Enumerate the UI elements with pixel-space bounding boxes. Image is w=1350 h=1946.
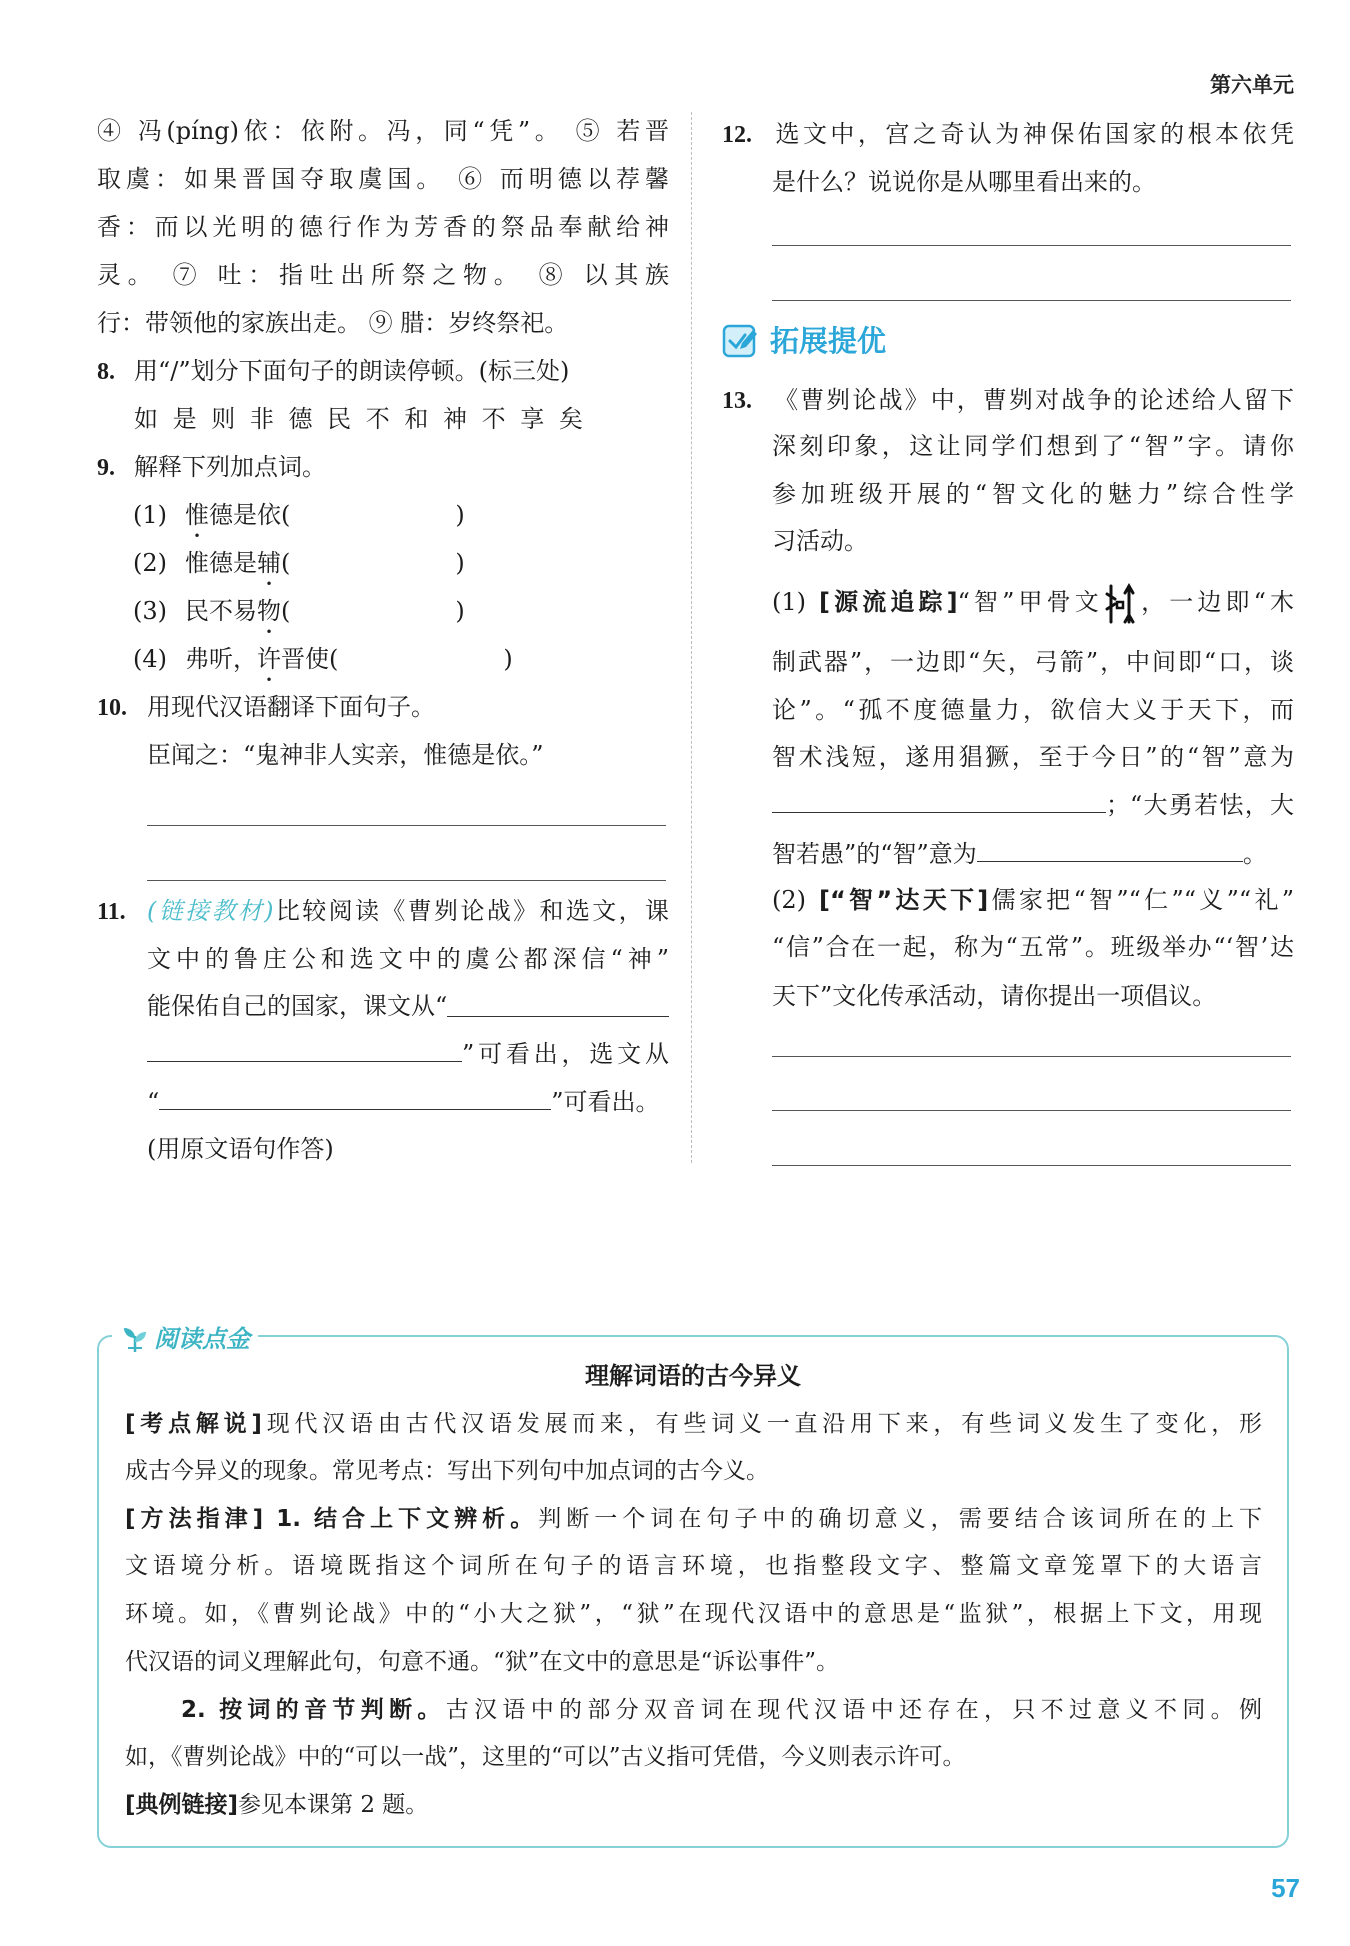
question-text: 是什么？说说你是从哪里看出来的。	[772, 168, 1156, 196]
word-item	[133, 587, 669, 635]
item-label: (1)	[772, 588, 806, 616]
dotted-word: 辅	[257, 549, 281, 577]
question-number: 10.	[97, 695, 127, 721]
item-label: (3)	[133, 597, 167, 625]
question-text: ”可看出，选文从	[462, 1040, 669, 1068]
tip-text: 文语境分析。语境既指这个词所在句子的语言环境，也指整段文字、整篇文章笼罩下的大语言	[125, 1553, 1262, 1579]
item-text: 德是依	[209, 501, 281, 529]
answer-paren-open: (	[329, 645, 339, 673]
question-11	[97, 887, 669, 935]
question-text: 天下”文化传承活动，请你提出一项倡议。	[772, 982, 1217, 1010]
question-9	[97, 443, 669, 491]
tip-text: 现代汉语由古代汉语发展而来，有些词义一直沿用下来，有些词义发生了变化，形	[261, 1411, 1263, 1437]
reading-tip-label-text: 阅读点金	[154, 1325, 250, 1353]
item-text: 民不易	[185, 597, 257, 625]
question-line	[147, 1030, 669, 1078]
answer-blank	[977, 860, 1243, 862]
answer-line	[772, 1110, 1291, 1111]
note-line: 取虞：如果晋国夺取虞国。 ⑥ 而明德以荐馨	[97, 165, 669, 193]
answer-blank	[447, 982, 669, 1017]
column-divider	[691, 112, 692, 1163]
tip-text: 古汉语中的部分双音词在现代汉语中还存在，只不过意义不同。例	[445, 1697, 1263, 1723]
page-number: 57	[1271, 1873, 1300, 1903]
section-title: 拓展提优	[770, 324, 887, 358]
question-text: 制武器”，一边即“矢，弓箭”，中间即“口，谈	[772, 648, 1294, 676]
note-line: 灵。 ⑦ 吐：指吐出所祭之物。 ⑧ 以其族	[97, 261, 669, 289]
answer-line	[772, 245, 1291, 246]
answer-paren-open: (	[281, 597, 291, 625]
question-12	[722, 110, 1294, 158]
question-text: 论”。“孤不度德量力，欲信大义于天下，而	[772, 696, 1294, 724]
question-8	[97, 347, 669, 395]
question-text: 。	[1242, 840, 1267, 868]
question-text: 智若愚”的“智”意为	[772, 840, 977, 868]
answer-paren-close: )	[503, 645, 513, 673]
tip-tag: [典例链接]	[125, 1792, 239, 1818]
word-item	[133, 491, 669, 539]
answer-blank	[159, 1108, 551, 1110]
word-item	[133, 635, 669, 683]
answer-paren-close: )	[455, 549, 465, 577]
answer-line	[772, 300, 1291, 301]
dotted-word: 许	[257, 645, 281, 673]
tip-tag: [方法指津]	[125, 1506, 264, 1532]
answer-paren-close: )	[455, 597, 465, 625]
note-line: ④ 冯(píng)依：依附。冯，同“凭”。 ⑤ 若晋	[97, 117, 669, 145]
tip-line	[181, 1688, 1262, 1732]
answer-paren-open: (	[281, 549, 291, 577]
tip-line	[125, 1783, 1262, 1827]
question-text: ”可看出。	[551, 1088, 660, 1116]
textbook-link-tag: (链接教材)	[147, 897, 274, 925]
answer-line	[772, 1165, 1291, 1166]
translation-quote: 臣闻之：“鬼神非人实亲，惟德是依。”	[147, 741, 544, 769]
note-line: 行：带领他的家族出走。 ⑨ 腊：岁终祭祀。	[97, 309, 569, 337]
question-text: 深刻印象，这让同学们想到了“智”字。请你	[772, 432, 1294, 460]
question-number: 9.	[97, 455, 115, 481]
answer-line	[772, 1056, 1291, 1057]
note-line: 香：而以光明的德行作为芳香的祭品奉献给神	[97, 213, 669, 241]
question-text: ；“大勇若怯，大	[1106, 791, 1294, 819]
tip-heading: 1. 结合上下文辨析。	[263, 1506, 539, 1532]
oracle-bone-zhi-icon	[1105, 582, 1135, 626]
unit-header: 第六单元	[1210, 73, 1294, 97]
tip-text: 参见本课第 2 题。	[238, 1792, 429, 1818]
tip-text: 环境。如，《曹刿论战》中的“小大之狱”，“狱”在现代汉语中的意思是“监狱”，根据上下文，用现	[125, 1601, 1262, 1627]
tip-line	[125, 1402, 1262, 1446]
answer-blank	[147, 1060, 462, 1062]
question-prompt: 用“/”划分下面句子的朗读停顿。(标三处)	[134, 357, 570, 385]
answer-paren-open: (	[281, 501, 291, 529]
question-line	[772, 781, 1294, 829]
item-label: (1)	[133, 501, 167, 529]
answer-note: (用原文语句作答)	[147, 1135, 334, 1163]
question-number: 11.	[97, 899, 126, 925]
question-text: “	[147, 1088, 160, 1116]
question-text: 儒家把“智”“仁”“义”“礼”	[988, 886, 1295, 914]
item-text: 晋使	[281, 645, 329, 673]
item-text: 惟德是	[185, 549, 257, 577]
tip-heading: 2. 按词的音节判断。	[181, 1697, 446, 1723]
tip-tag: [考点解说]	[125, 1411, 262, 1437]
tip-text: 判断一个词在句子中的确切意义，需要结合该词所在的上下	[538, 1506, 1263, 1532]
question-10	[97, 683, 669, 731]
answer-line	[147, 825, 666, 826]
section-header	[722, 320, 886, 362]
answer-paren-close: )	[455, 501, 465, 529]
question-number: 8.	[97, 359, 115, 385]
question-13	[722, 376, 1294, 424]
item-label: (2)	[772, 886, 806, 914]
word-item	[133, 539, 669, 587]
question-prompt: 解释下列加点词。	[134, 453, 326, 481]
question-text: 参加班级开展的“智文化的魅力”综合性学	[772, 480, 1294, 508]
tip-line	[125, 1497, 1262, 1541]
tip-text: 代汉语的词义理解此句，句意不通。“狱”在文中的意思是“诉讼事件”。	[125, 1649, 840, 1675]
tip-text: 如，《曹刿论战》中的“可以一战”，这里的“可以”古义指可凭借，今义则表示许可。	[125, 1744, 966, 1770]
question-text: 习活动。	[772, 527, 868, 555]
subquestion-tag: [“智”达天下]	[819, 886, 989, 914]
subquestion-tag: [源流追踪]	[819, 588, 958, 616]
dotted-word: 物	[257, 597, 281, 625]
answer-line	[147, 880, 666, 881]
tip-title: 理解词语的古今异义	[585, 1362, 801, 1390]
pencil-icon	[722, 322, 760, 360]
item-label: (4)	[133, 645, 167, 673]
sprout-icon	[120, 1324, 150, 1354]
pause-sentence: 如 是 则 非 德 民 不 和 神 不 享 矣	[134, 405, 583, 433]
question-text: ，一边即“木	[1136, 588, 1294, 616]
dotted-word: 惟	[185, 501, 209, 529]
question-text: 比较阅读《曹刿论战》和选文，课	[273, 897, 669, 925]
question-text: 能保佑自己的国家，课文从“	[147, 992, 448, 1020]
question-text: 智术浅短，遂用猖獗，至于今日”的“智”意为	[772, 743, 1294, 771]
question-text: 文中的鲁庄公和选文中的虞公都深信“神”	[147, 945, 669, 973]
tip-text: 成古今异义的现象。常见考点：写出下列句中加点词的古今义。	[125, 1458, 769, 1484]
subquestion-2	[772, 876, 1294, 924]
question-line	[772, 830, 1294, 878]
reading-tip-label	[112, 1320, 258, 1358]
subquestion-1	[772, 572, 1294, 632]
question-number: 12.	[722, 122, 752, 148]
question-prompt: 用现代汉语翻译下面句子。	[147, 693, 435, 721]
question-text: 《曹刿论战》中，曹刿对战争的论述给人留下	[772, 386, 1294, 414]
item-label: (2)	[133, 549, 167, 577]
question-text: “智”甲骨文	[957, 588, 1103, 616]
answer-blank	[772, 811, 1106, 813]
question-line	[147, 1078, 669, 1126]
question-number: 13.	[722, 388, 752, 414]
question-text: 选文中，宫之奇认为神保佑国家的根本依凭	[772, 120, 1294, 148]
item-text: 弗听，	[185, 645, 257, 673]
question-line	[147, 982, 669, 1030]
question-text: “信”合在一起，称为“五常”。班级举办“‘智’达	[772, 933, 1294, 961]
